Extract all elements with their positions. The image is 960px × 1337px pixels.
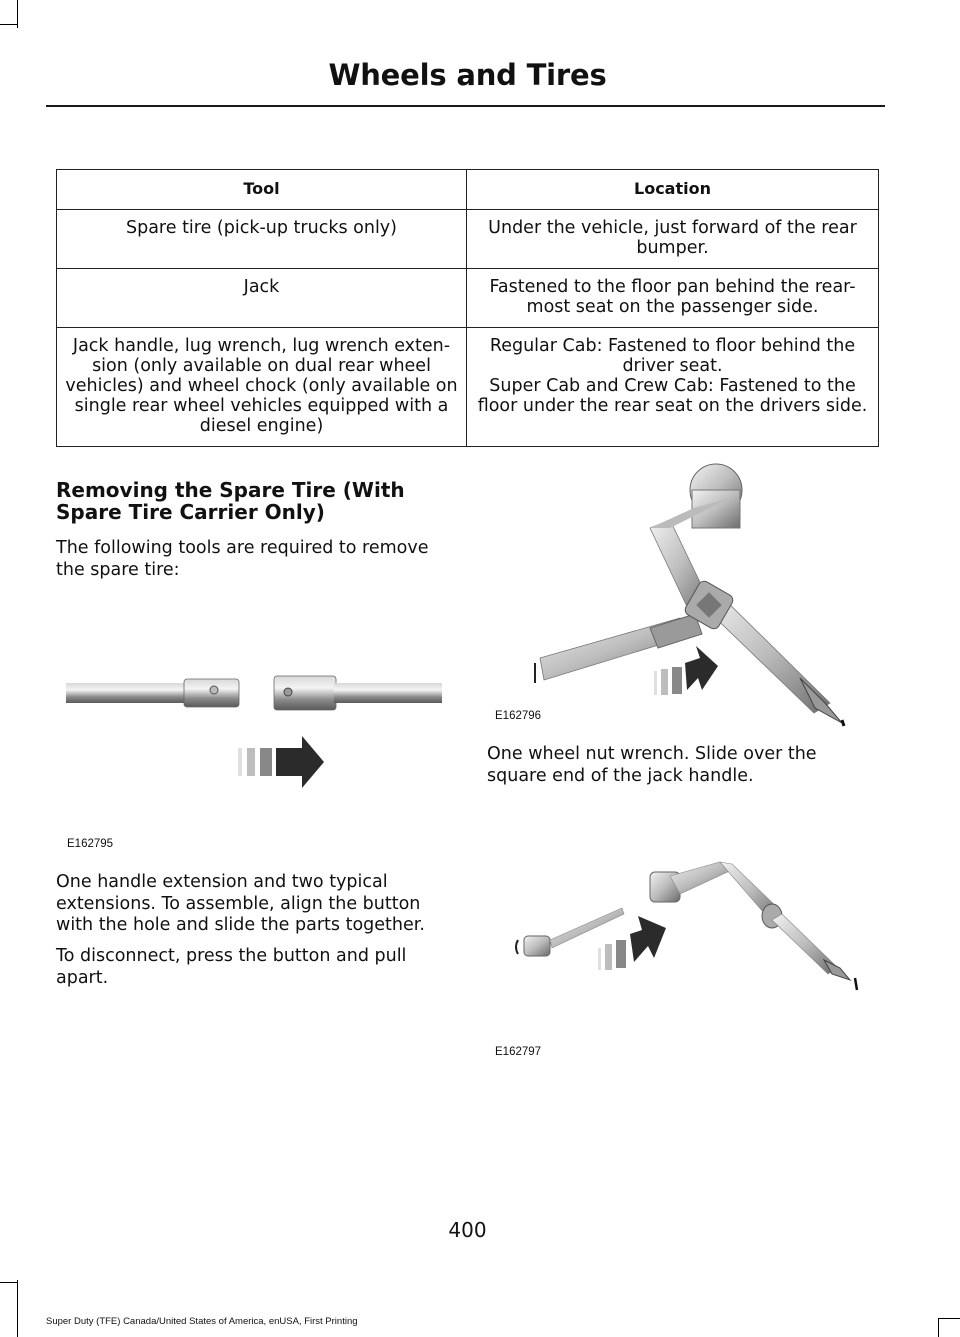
crop-mark xyxy=(17,1280,18,1337)
handle-extension-illustration xyxy=(56,640,451,810)
table-row xyxy=(57,210,879,269)
crop-mark xyxy=(0,24,17,25)
table-cell-tool: Jack xyxy=(57,269,467,328)
table-cell-location: Regular Cab: Fastened to floor behind the driver seat. Super Cab and Crew Cab: Fastened to the floor under the rear seat on the drivers side. xyxy=(467,328,879,447)
crop-mark xyxy=(17,0,18,28)
crop-mark xyxy=(0,1282,17,1283)
column-header-location: Location xyxy=(467,170,879,210)
section-heading: Removing the Spare Tire (With Spare Tire Carrier Only) xyxy=(56,478,405,524)
intro-paragraph: The following tools are required to remove the spare tire: xyxy=(56,538,429,580)
table-row xyxy=(57,328,879,447)
header-divider xyxy=(46,105,885,107)
disconnect-note: To disconnect, press the button and pull apart. xyxy=(56,946,407,988)
table-header-row xyxy=(57,170,879,210)
figure-caption: One wheel nut wrench. Slide over the square end of the jack handle. xyxy=(487,744,817,786)
figure-caption: One handle extension and two typical extensions. To assemble, align the button with the hole and slide the parts together. xyxy=(56,872,425,935)
table-cell-location: Fastened to the floor pan behind the rear-most seat on the passenger side. xyxy=(467,269,879,328)
direction-arrow-icon xyxy=(598,916,666,970)
column-header-tool: Tool xyxy=(57,170,467,210)
figure-code: E162796 xyxy=(495,710,542,722)
table-cell-tool: Jack handle, lug wrench, lug wrench exten-sion (only available on dual rear wheel vehicles) and wheel chock (only available on single rear wheel vehicles equipped with a diesel engine) xyxy=(57,328,467,447)
page-number: 400 xyxy=(448,1218,487,1242)
tool-location-table xyxy=(56,169,879,447)
direction-arrow-icon xyxy=(654,646,718,695)
table-row xyxy=(57,269,879,328)
page-title: Wheels and Tires xyxy=(328,58,607,92)
crop-mark xyxy=(938,1318,939,1337)
crop-mark xyxy=(938,1318,960,1319)
table-cell-tool: Spare tire (pick-up trucks only) xyxy=(57,210,467,269)
edition-footer: Super Duty (TFE) Canada/United States of America, enUSA, First Printing xyxy=(46,1316,358,1327)
table-cell-location: Under the vehicle, just forward of the rear bumper. xyxy=(467,210,879,269)
figure-code: E162797 xyxy=(495,1046,542,1058)
wheel-nut-wrench-illustration xyxy=(530,458,860,728)
assembled-wrench-illustration xyxy=(510,850,865,1000)
figure-code: E162795 xyxy=(67,838,114,850)
direction-arrow-icon xyxy=(238,736,324,788)
